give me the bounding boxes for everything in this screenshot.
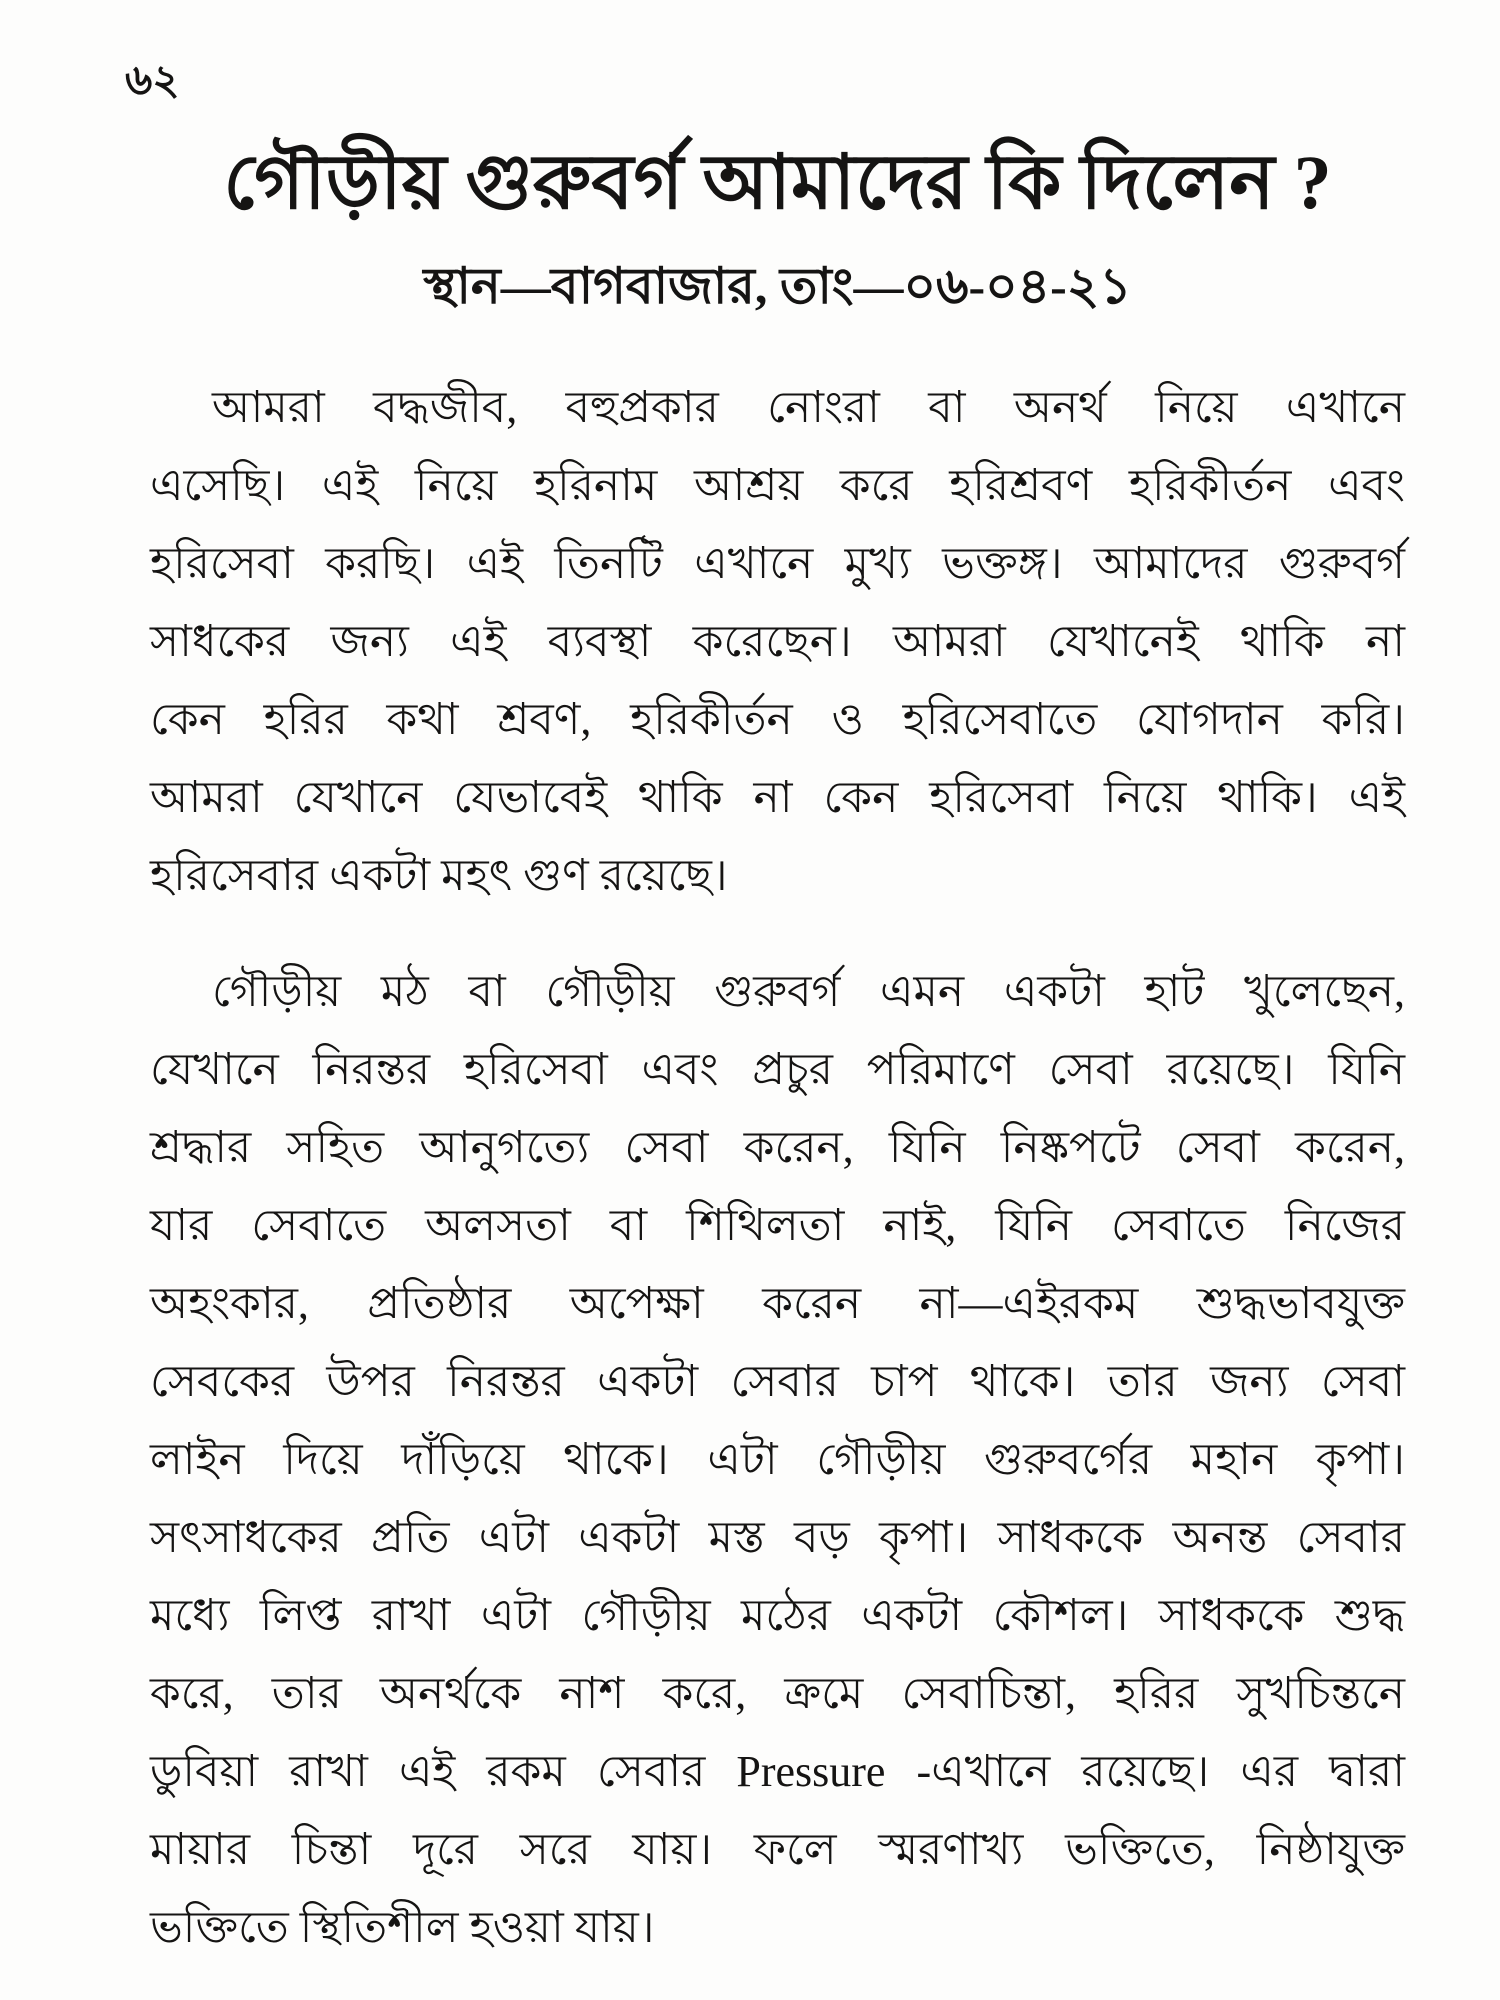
text-line: করে, তার অনর্থকে নাশ করে, ক্রমে সেবাচিন্তা, হরির সুখচিন্তনে: [150, 1669, 1405, 1719]
text-line: গৌড়ীয় মঠ বা গৌড়ীয় গুরুবর্গ এমন একটা হাট খুলেছেন,: [212, 967, 1405, 1017]
text-line: হরিসেবা করছি। এই তিনটি এখানে মুখ্য ভক্তঙ্গ। আমাদের গুরুবর্গ: [150, 539, 1405, 589]
page-number: ৬২: [125, 58, 180, 104]
text-line: মধ্যে লিপ্ত রাখা এটা গৌড়ীয় মঠের একটা কৌশল। সাধককে শুদ্ধ: [150, 1591, 1405, 1641]
paragraph: [150, 369, 1405, 915]
text-line: শ্রদ্ধার সহিত আনুগত্যে সেবা করেন, যিনি নিষ্কপটে সেবা করেন,: [150, 1123, 1405, 1173]
article-body: [150, 369, 1405, 1967]
text-line: সেবকের উপর নিরন্তর একটা সেবার চাপ থাকে। তার জন্য সেবা: [150, 1357, 1405, 1407]
text-line: হরিসেবার একটা মহৎ গুণ রয়েছে।: [150, 851, 728, 901]
text-line: মায়ার চিন্তা দূরে সরে যায়। ফলে স্মরণাখ্য ভক্তিতে, নিষ্ঠাযুক্ত: [150, 1825, 1405, 1875]
article-subtitle: স্থান—বাগবাজার, তাং—০৬-০৪-২১: [423, 257, 1132, 314]
text-line: অহংকার, প্রতিষ্ঠার অপেক্ষা করেন না—এইরকম শুদ্ধভাবযুক্ত: [150, 1279, 1405, 1329]
text-line: সাধকের জন্য এই ব্যবস্থা করেছেন। আমরা যেখানেই থাকি না: [150, 617, 1405, 667]
paragraph: [150, 953, 1405, 1967]
text-line: আমরা বদ্ধজীব, বহুপ্রকার নোংরা বা অনর্থ নিয়ে এখানে: [212, 383, 1405, 433]
text-line: এসেছি। এই নিয়ে হরিনাম আশ্রয় করে হরিশ্রবণ হরিকীর্তন এবং: [150, 461, 1405, 511]
text-line: ভক্তিতে স্থিতিশীল হওয়া যায়।: [150, 1903, 655, 1953]
text-line: যার সেবাতে অলসতা বা শিথিলতা নাই, যিনি সেবাতে নিজের: [150, 1201, 1405, 1251]
text-line: যেখানে নিরন্তর হরিসেবা এবং প্রচুর পরিমাণে সেবা রয়েছে। যিনি: [150, 1045, 1405, 1095]
article-title: গৌড়ীয় গুরুবর্গ আমাদের কি দিলেন ?: [223, 141, 1332, 226]
text-line: আমরা যেখানে যেভাবেই থাকি না কেন হরিসেবা নিয়ে থাকি। এই: [150, 773, 1405, 823]
text-line: লাইন দিয়ে দাঁড়িয়ে থাকে। এটা গৌড়ীয় গুরুবর্গের মহান কৃপা।: [150, 1435, 1405, 1485]
text-line: কেন হরির কথা শ্রবণ, হরিকীর্তন ও হরিসেবাতে যোগদান করি।: [150, 695, 1405, 745]
text-line: ডুবিয়া রাখা এই রকম সেবার Pressure -এখানে রয়েছে। এর দ্বারা: [150, 1747, 1405, 1797]
text-line: সৎসাধকের প্রতি এটা একটা মস্ত বড় কৃপা। সাধককে অনন্ত সেবার: [150, 1513, 1405, 1563]
